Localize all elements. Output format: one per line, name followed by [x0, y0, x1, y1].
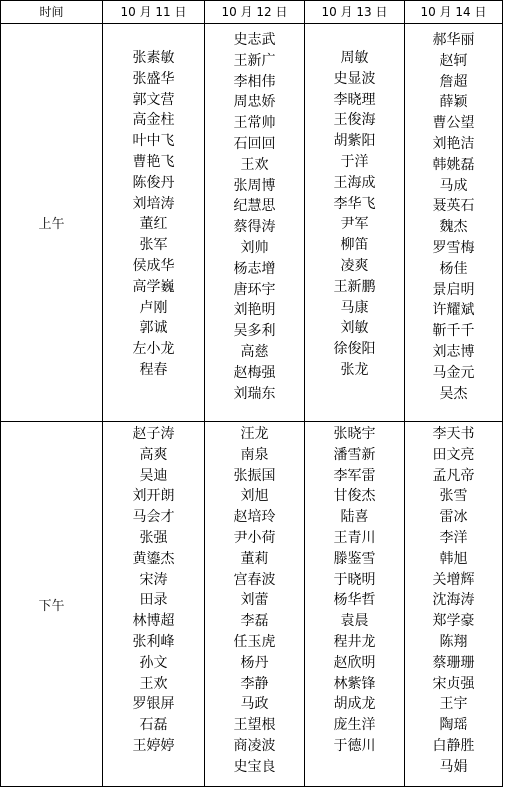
person-name: 雷冰 [439, 509, 468, 526]
person-name: 曹艳飞 [132, 153, 175, 170]
person-name: 杨佳 [439, 260, 468, 277]
name-list [405, 30, 502, 404]
person-name: 关增辉 [432, 571, 475, 588]
name-cell [405, 422, 503, 787]
person-name: 程井龙 [333, 633, 376, 650]
person-name: 董莉 [240, 550, 269, 567]
person-name: 刘志博 [432, 343, 475, 360]
person-name: 景启明 [432, 281, 475, 298]
header-time: 时间 [1, 1, 103, 24]
person-name: 郑学豪 [432, 613, 475, 630]
person-name: 宫春波 [233, 571, 276, 588]
person-name: 吴多利 [233, 323, 276, 340]
person-name: 马康 [340, 299, 369, 316]
person-name: 白静胜 [432, 737, 475, 754]
person-name: 商凌波 [233, 737, 276, 754]
person-name: 尹军 [340, 216, 369, 233]
person-name: 庞生洋 [333, 717, 376, 734]
person-name: 高学巍 [132, 278, 175, 295]
name-cell [305, 422, 405, 787]
header-day: 10 月 12 日 [205, 1, 305, 24]
person-name: 李磊 [240, 613, 269, 630]
person-name: 南泉 [240, 446, 269, 463]
header-row [1, 1, 503, 24]
name-cell [103, 422, 205, 787]
person-name: 袁晨 [340, 613, 369, 630]
name-list [205, 30, 304, 404]
person-name: 田录 [139, 592, 168, 609]
person-name: 徐俊阳 [333, 341, 376, 358]
person-name: 蔡得涛 [233, 219, 276, 236]
header-day: 10 月 14 日 [405, 1, 503, 24]
person-name: 董红 [139, 216, 168, 233]
person-name: 王青川 [333, 529, 376, 546]
person-name: 聂英石 [432, 198, 475, 215]
person-name: 马娟 [439, 758, 468, 775]
person-name: 刘培涛 [132, 195, 175, 212]
person-name: 赵梅强 [233, 364, 276, 381]
person-name: 潘雪新 [333, 446, 376, 463]
person-name: 纪慧思 [233, 198, 276, 215]
person-name: 张素敏 [132, 50, 175, 66]
person-name: 李天书 [432, 426, 475, 442]
person-name: 胡成龙 [333, 696, 376, 713]
person-name: 林紫锋 [333, 675, 376, 692]
person-name: 孟凡帝 [432, 467, 475, 484]
person-name: 刘艳洁 [432, 135, 475, 152]
header-day: 10 月 11 日 [103, 1, 205, 24]
person-name: 程春 [139, 361, 168, 378]
person-name: 赵培玲 [233, 509, 276, 526]
person-name: 张盛华 [132, 70, 175, 87]
person-name: 曹公望 [432, 115, 475, 132]
person-name: 沈海涛 [432, 592, 475, 609]
person-name: 张利峰 [132, 633, 175, 650]
person-name: 石回回 [233, 135, 276, 152]
person-name: 王欢 [139, 675, 168, 692]
person-name: 高爽 [139, 446, 168, 463]
person-name: 柳笛 [340, 237, 369, 254]
person-name: 于晓明 [333, 571, 376, 588]
person-name: 唐环宇 [233, 281, 276, 298]
name-list [305, 48, 404, 381]
person-name: 李军雷 [333, 467, 376, 484]
person-name: 马政 [240, 696, 269, 713]
person-name: 魏杰 [439, 219, 468, 236]
person-name: 刘瑞东 [233, 385, 276, 402]
person-name: 罗银屏 [132, 696, 175, 713]
person-name: 张雪 [439, 488, 468, 505]
person-name: 宋贞强 [432, 675, 475, 692]
person-name: 王俊海 [333, 112, 376, 129]
person-name: 薛颖 [439, 94, 468, 111]
header-day: 10 月 13 日 [305, 1, 405, 24]
name-cell [103, 24, 205, 422]
person-name: 吴杰 [439, 385, 468, 402]
person-name: 刘敏 [340, 320, 369, 337]
person-name: 刘旭 [240, 488, 269, 505]
person-name: 凌爽 [340, 257, 369, 274]
person-name: 许耀斌 [432, 302, 475, 319]
name-cell [405, 24, 503, 422]
name-list [103, 424, 204, 757]
person-name: 田文亮 [432, 446, 475, 463]
person-name: 任玉虎 [233, 633, 276, 650]
person-name: 赵子涛 [132, 426, 175, 442]
person-name: 林博超 [132, 613, 175, 630]
name-cell [205, 422, 305, 787]
person-name: 王常帅 [233, 115, 276, 132]
person-name: 宋涛 [139, 571, 168, 588]
person-name: 汪龙 [240, 426, 269, 442]
person-name: 王欢 [240, 156, 269, 173]
afternoon-row [1, 422, 503, 787]
person-name: 王新鹏 [333, 278, 376, 295]
name-cell [305, 24, 405, 422]
person-name: 李晓理 [333, 91, 376, 108]
name-list [305, 424, 404, 757]
person-name: 刘蕾 [240, 592, 269, 609]
person-name: 胡紫阳 [333, 133, 376, 150]
person-name: 李洋 [439, 529, 468, 546]
person-name: 刘艳明 [233, 302, 276, 319]
person-name: 于洋 [340, 153, 369, 170]
name-list [405, 424, 502, 778]
person-name: 张军 [139, 237, 168, 254]
person-name: 郭诚 [139, 320, 168, 337]
person-name: 孙文 [139, 654, 168, 671]
person-name: 马会才 [132, 509, 175, 526]
person-name: 郭文营 [132, 91, 175, 108]
name-list [205, 424, 304, 778]
person-name: 周敏 [340, 50, 369, 66]
person-name: 左小龙 [132, 341, 175, 358]
person-name: 陶瑶 [439, 717, 468, 734]
name-cell [205, 24, 305, 422]
person-name: 马成 [439, 177, 468, 194]
person-name: 杨志增 [233, 260, 276, 277]
person-name: 王宇 [439, 696, 468, 713]
person-name: 韩姚磊 [432, 156, 475, 173]
person-name: 叶中飞 [132, 133, 175, 150]
person-name: 张强 [139, 529, 168, 546]
person-name: 李华飞 [333, 195, 376, 212]
person-name: 史志武 [233, 32, 276, 48]
session-label: 下午 [1, 422, 103, 787]
person-name: 于德川 [333, 737, 376, 754]
person-name: 张周博 [233, 177, 276, 194]
person-name: 刘帅 [240, 239, 269, 256]
person-name: 张晓宇 [333, 426, 376, 442]
person-name: 史显波 [333, 70, 376, 87]
person-name: 赵欣明 [333, 654, 376, 671]
person-name: 卢刚 [139, 299, 168, 316]
person-name: 王海成 [333, 174, 376, 191]
person-name: 杨丹 [240, 654, 269, 671]
person-name: 高金柱 [132, 112, 175, 129]
person-name: 周忠娇 [233, 94, 276, 111]
person-name: 郝华丽 [432, 32, 475, 48]
person-name: 韩旭 [439, 550, 468, 567]
person-name: 赵轲 [439, 52, 468, 69]
person-name: 李静 [240, 675, 269, 692]
person-name: 陈俊丹 [132, 174, 175, 191]
person-name: 蔡珊珊 [432, 654, 475, 671]
person-name: 滕鉴雪 [333, 550, 376, 567]
person-name: 靳千千 [432, 323, 475, 340]
person-name: 王婷婷 [132, 737, 175, 754]
person-name: 吴迪 [139, 467, 168, 484]
person-name: 王新广 [233, 52, 276, 69]
person-name: 石磊 [139, 717, 168, 734]
person-name: 甘俊杰 [333, 488, 376, 505]
person-name: 尹小荷 [233, 529, 276, 546]
person-name: 马金元 [432, 364, 475, 381]
person-name: 张振国 [233, 467, 276, 484]
person-name: 陈翔 [439, 633, 468, 650]
morning-row [1, 24, 503, 422]
person-name: 刘开朗 [132, 488, 175, 505]
person-name: 李相伟 [233, 73, 276, 90]
person-name: 张龙 [340, 361, 369, 378]
person-name: 史宝良 [233, 758, 276, 775]
name-list [103, 48, 204, 381]
person-name: 黄鎏杰 [132, 550, 175, 567]
person-name: 侯成华 [132, 257, 175, 274]
person-name: 高慈 [240, 343, 269, 360]
person-name: 王望根 [233, 717, 276, 734]
person-name: 杨华哲 [333, 592, 376, 609]
session-label: 上午 [1, 24, 103, 422]
person-name: 詹超 [439, 73, 468, 90]
person-name: 陆喜 [340, 509, 369, 526]
person-name: 罗雪梅 [432, 239, 475, 256]
